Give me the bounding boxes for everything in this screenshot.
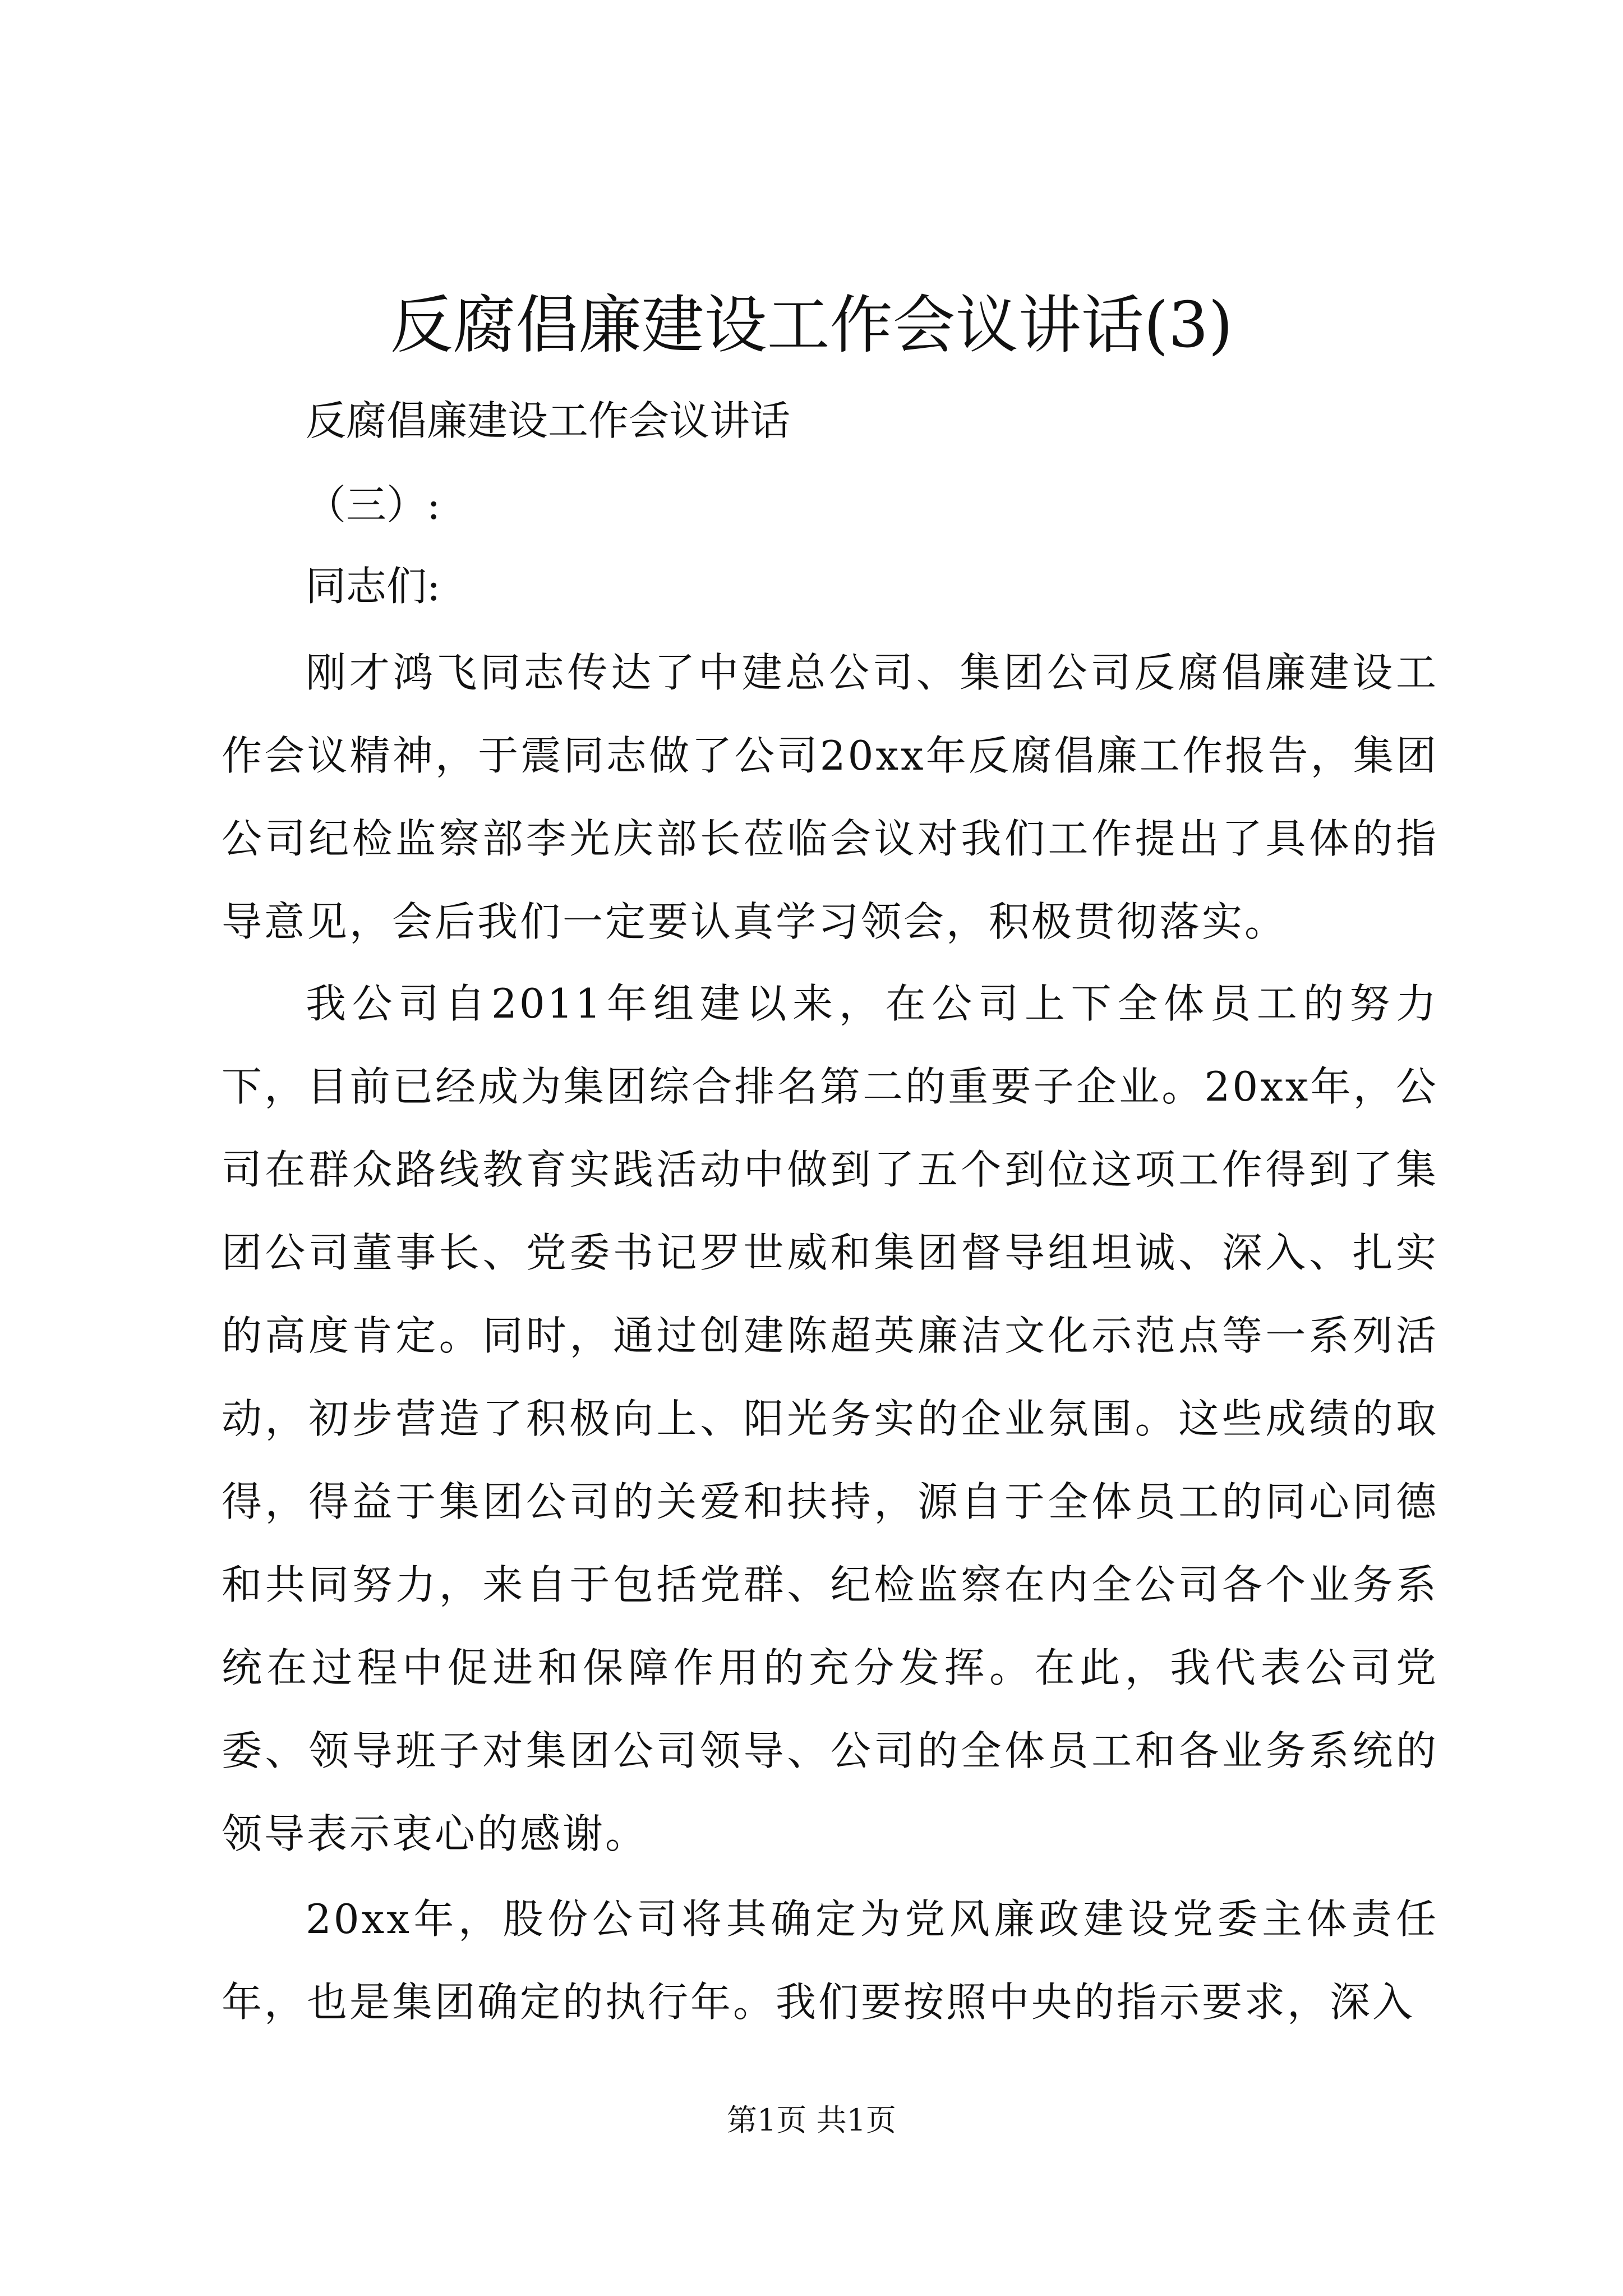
document-subtitle: 反腐倡廉建设工作会议讲话 [306, 397, 791, 444]
page-footer: 第1页 共1页 [727, 2102, 896, 2138]
salutation: 同志们: [306, 563, 441, 610]
paragraph-1: 刚才鸿飞同志传达了中建总公司、集团公司反腐倡廉建设工作会议精神，于震同志做了公司20xx年反腐倡廉工作报告，集团公司纪检监察部李光庆部长莅临会议对我们工作提出了具体的指导意见，会后我们一定要认真学习领会，积极贯彻落实。 [222, 649, 1438, 945]
paragraph-2: 我公司自2011年组建以来，在公司上下全体员工的努力下，目前已经成为集团综合排名第二的重要子企业。20xx年，公司在群众路线教育实践活动中做到了五个到位这项工作得到了集团公司董事长、党委书记罗世威和集团督导组坦诚、深入、扎实的高度肯定。同时，通过创建陈超英廉洁文化示范点等一系列活动，初步营造了积极向上、阳光务实的企业氛围。这些成绩的取得，得益于集团公司的关爱和扶持，源自于全体员工的同心同德和共同努力，来自于包括党群、纪检监察在内全公司各个业务系统在过程中促进和保障作用的充分发挥。在此，我代表公司党委、领导班子对集团公司领导、公司的全体员工和各业务系统的领导表示衷心的感谢。 [222, 980, 1438, 1857]
document-title: 反腐倡廉建设工作会议讲话(3) [390, 289, 1233, 362]
section-label: （三）: [306, 481, 441, 528]
paragraph-3: 20xx年，股份公司将其确定为党风廉政建设党委主体责任年，也是集团确定的执行年。我们要按照中央的指示要求，深入 [222, 1895, 1438, 2026]
